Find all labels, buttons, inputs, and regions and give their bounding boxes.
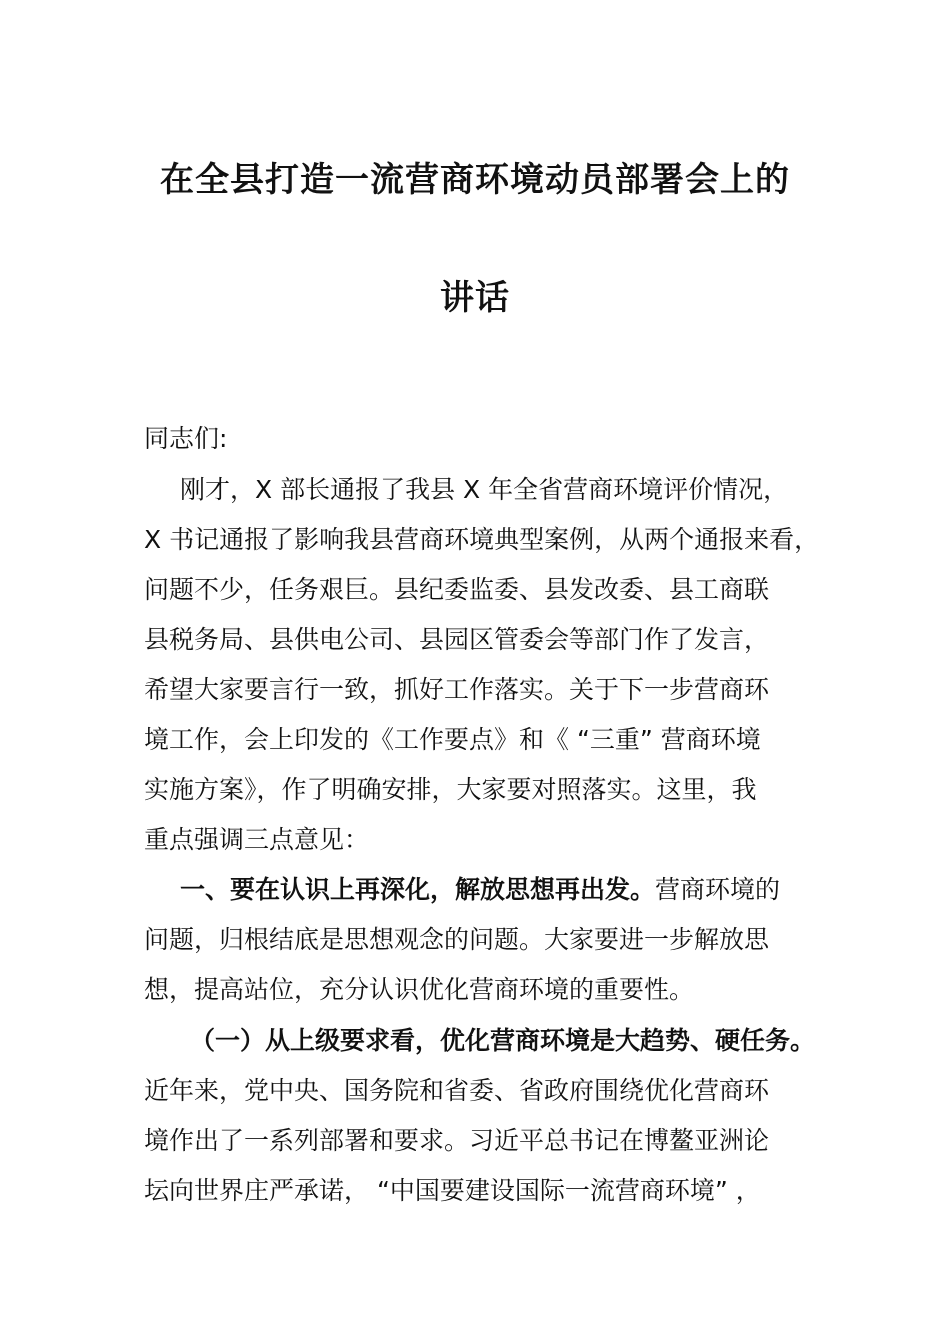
subsection-1-heading: （一）从上级要求看，优化营商环境是大趋势、硬任务。 xyxy=(190,1026,816,1055)
subsection-1-line: 近年来，党中央、国务院和省委、省政府围绕优化营商环 xyxy=(144,1076,770,1105)
subsection-1-line: 坛向世界庄严承诺， “中国要建设国际一流营商环境” ， xyxy=(144,1176,761,1205)
section-1-line: 想，提高站位，充分认识优化营商环境的重要性。 xyxy=(144,975,695,1004)
document-title-line-2: 讲话 xyxy=(440,278,510,318)
section-1-heading: 一、要在认识上再深化，解放思想再出发。 xyxy=(180,875,656,904)
paragraph-1-line: 实施方案》，作了明确安排，大家要对照落实。这里，我 xyxy=(144,775,757,804)
paragraph-1-line: X 书记通报了影响我县营商环境典型案例，从两个通报来看， xyxy=(144,525,820,554)
section-1-heading-tail: 营商环境的 xyxy=(655,875,781,904)
paragraph-1-line: 问题不少，任务艰巨。县纪委监委、县发改委、县工商联 xyxy=(144,575,770,604)
document-title-line-1: 在全县打造一流营商环境动员部署会上的 xyxy=(160,160,790,200)
salutation: 同志们: xyxy=(144,424,228,453)
paragraph-1-line: 希望大家要言行一致，抓好工作落实。关于下一步营商环 xyxy=(144,675,770,704)
section-1-line: 问题，归根结底是思想观念的问题。大家要进一步解放思 xyxy=(144,925,770,954)
paragraph-1-line: 刚才，X 部长通报了我县 X 年全省营商环境评价情况， xyxy=(180,475,789,504)
paragraph-1-line: 重点强调三点意见： xyxy=(144,825,370,854)
section-1-first-line xyxy=(180,874,780,906)
subsection-1-line: 境作出了一系列部署和要求。习近平总书记在博鳌亚洲论 xyxy=(144,1126,770,1155)
paragraph-1-line: 县税务局、县供电公司、县园区管委会等部门作了发言， xyxy=(144,625,770,654)
paragraph-1-line: 境工作，会上印发的《工作要点》和《 “三重” 营商环境 xyxy=(144,725,761,754)
